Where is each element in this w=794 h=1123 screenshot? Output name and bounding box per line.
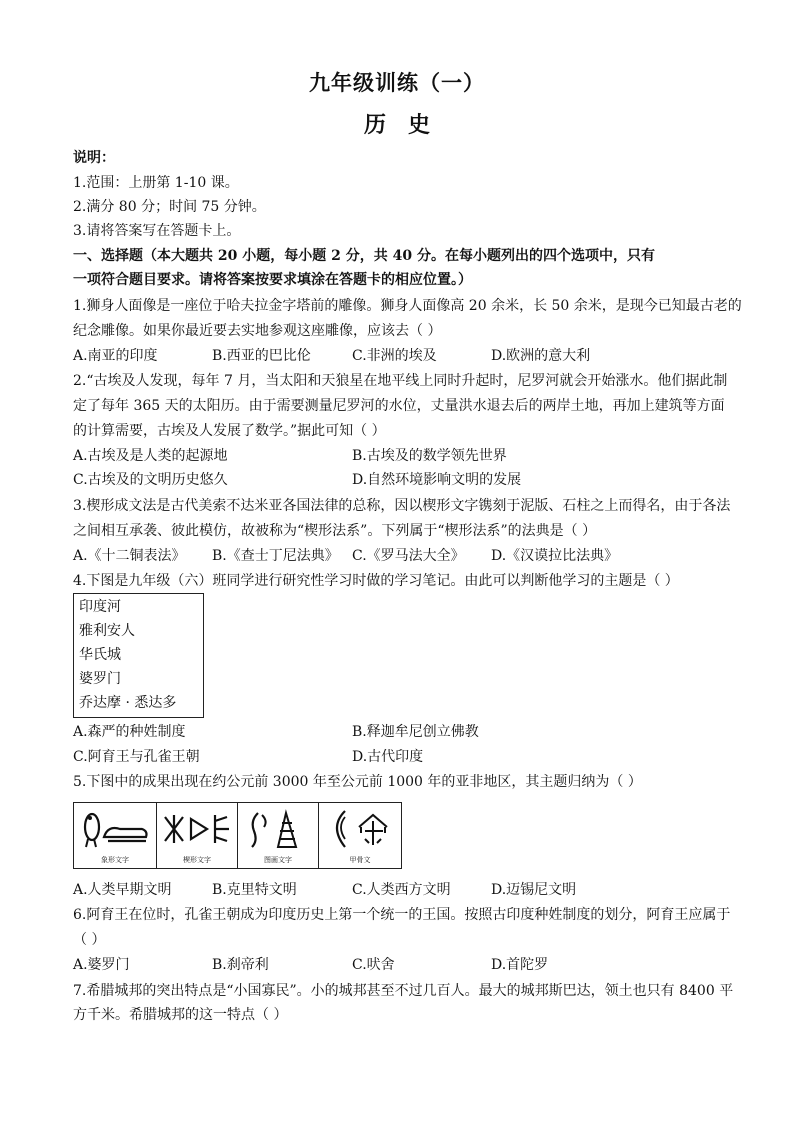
q5-option-a: A.人类早期文明: [73, 882, 172, 898]
subject-title: [0, 108, 794, 139]
question-6-text: 6.阿育王在位时，孔雀王朝成为印度历史上第一个统一的王国。按照古印度种姓制度的划分，阿育王应属于: [73, 907, 731, 923]
pictograph-cell: [238, 803, 319, 868]
q4-option-c: C.阿育王与孔雀王朝: [73, 749, 200, 765]
q3-option-d: D.《汉谟拉比法典》: [491, 548, 619, 564]
question-1-text: 纪念雕像。如果你最近要去实地参观这座雕像，应该去（ ）: [73, 323, 442, 339]
caption-cuneiform: 楔形文字: [183, 856, 211, 864]
oracle-bone-glyph: [323, 807, 397, 851]
question-7-text: 方千米。希腊城邦的这一特点（ ）: [73, 1007, 288, 1023]
q4-option-a: A.森严的种姓制度: [73, 724, 186, 740]
q1-option-d: D.欧洲的意大利: [491, 348, 591, 364]
q6-option-c: C.吠舍: [352, 957, 395, 973]
q3-option-b: B.《查士丁尼法典》: [212, 548, 339, 564]
note-item: 乔达摩 · 悉达多: [79, 695, 177, 711]
caption-hieroglyph: 象形文字: [101, 856, 129, 864]
note-item: 雅利安人: [79, 623, 135, 639]
q4-option-b: B.释迦牟尼创立佛教: [352, 724, 479, 740]
oracle-bone-cell: [319, 803, 401, 868]
q6-option-b: B.刹帝利: [212, 957, 269, 973]
q5-option-d: D.迈锡尼文明: [491, 882, 577, 898]
question-6-text: （ ）: [73, 932, 106, 948]
q4-option-d: D.古代印度: [352, 749, 424, 765]
q3-option-a: A.《十二铜表法》: [73, 548, 186, 564]
note-item: 华氏城: [79, 647, 121, 663]
question-2-text: 的计算需要，古埃及人发展了数学。”据此可知（ ）: [73, 423, 386, 439]
section-heading: 一、选择题（本大题共 20 小题，每小题 2 分，共 40 分。在每小题列出的四个选项中，只有: [73, 248, 655, 264]
pictograph-glyph: [242, 807, 315, 851]
cuneiform-glyph: [161, 807, 234, 851]
question-1-text: 1.狮身人面像是一座位于哈夫拉金字塔前的雕像。狮身人面像高 20 余米，长 50 余米，是现今已知最古老的: [73, 298, 742, 314]
note-item: 婆罗门: [79, 671, 121, 687]
q2-option-c: C.古埃及的文明历史悠久: [73, 472, 228, 488]
question-2-text: 定了每年 365 天的太阳历。由于需要测量尼罗河的水位，丈量洪水退去后的两岸土地，再加上建筑等方面: [73, 398, 725, 414]
instruction-item: 3.请将答案写在答题卡上。: [73, 223, 241, 239]
question-5-text: 5.下图中的成果出现在约公元前 3000 年至公元前 1000 年的亚非地区，其主题归纳为（ ）: [73, 774, 642, 790]
q5-option-c: C.人类西方文明: [352, 882, 451, 898]
q1-option-b: B.西亚的巴比伦: [212, 348, 311, 364]
q5-option-b: B.克里特文明: [212, 882, 297, 898]
q1-option-c: C.非洲的埃及: [352, 348, 437, 364]
question-7-text: 7.希腊城邦的突出特点是“小国寡民”。小的城邦甚至不过几百人。最大的城邦斯巴达，领土也只有 8400 平: [73, 983, 734, 999]
q2-option-b: B.古埃及的数学领先世界: [352, 448, 507, 464]
caption-oracle-bone: 甲骨文: [349, 856, 371, 864]
subject-char-2: 史: [408, 112, 431, 138]
q3-option-c: C.《罗马法大全》: [352, 548, 465, 564]
hieroglyph-glyph: [78, 807, 153, 851]
subject-char-1: 历: [363, 112, 386, 138]
q2-option-a: A.古埃及是人类的起源地: [73, 448, 228, 464]
hieroglyph-cell: [74, 803, 157, 868]
question-4-text: 4.下图是九年级（六）班同学进行研究性学习时做的学习笔记。由此可以判断他学习的主题是（ ）: [73, 573, 679, 589]
caption-pictograph: 图画文字: [264, 856, 292, 864]
question-3-text: 3.楔形成文法是古代美索不达米亚各国法律的总称，因以楔形文字镌刻于泥版、石柱之上而得名，由于各法: [73, 498, 731, 514]
cuneiform-cell: [157, 803, 238, 868]
q2-option-d: D.自然环境影响文明的发展: [352, 472, 522, 488]
note-item: 印度河: [79, 599, 121, 615]
page-title: 九年级训练（一）: [309, 70, 485, 95]
question-3-text: 之间相互承袭、彼此模仿，故被称为“楔形法系”。下列属于“楔形法系”的法典是（ ）: [73, 523, 597, 539]
ancient-scripts-figure: [73, 802, 402, 869]
instruction-item: 1.范围：上册第 1-10 课。: [73, 175, 239, 191]
study-notes-box: [73, 593, 204, 718]
q6-option-d: D.首陀罗: [491, 957, 549, 973]
instructions-label: 说明：: [73, 150, 115, 166]
q1-option-a: A.南亚的印度: [73, 348, 158, 364]
question-2-text: 2.“古埃及人发现，每年 7 月，当太阳和天狼星在地平线上同时升起时，尼罗河就会开始涨水。他们据此制: [73, 373, 728, 389]
instruction-item: 2.满分 80 分；时间 75 分钟。: [73, 199, 266, 215]
section-heading-cont: 一项符合题目要求。请将答案按要求填涂在答题卡的相应位置。）: [73, 272, 472, 288]
q6-option-a: A.婆罗门: [73, 957, 130, 973]
